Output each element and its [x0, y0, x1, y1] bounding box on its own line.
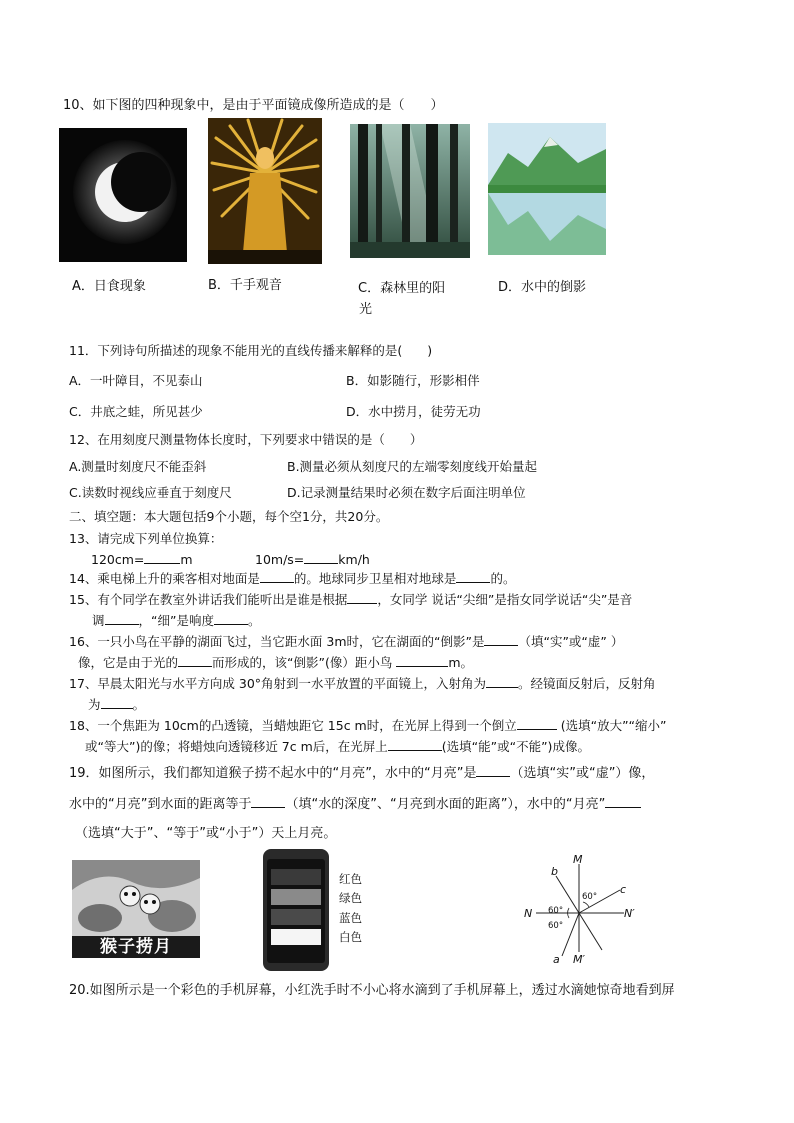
diagram-angle-top: 60°	[582, 892, 598, 902]
q13-p2-prefix: 10m/s=	[255, 552, 305, 567]
monkey-caption: 猴子捞月	[100, 937, 172, 957]
q12-option-b: B.测量必须从刻度尺的左端零刻度线开始量起	[287, 459, 538, 474]
phone-label-red: 红色	[339, 872, 362, 886]
q11-option-b: B．如影随行，形影相伴	[346, 373, 480, 388]
q16-text-a: 16、一只小鸟在平静的湖面飞过，当它距水面 3m时，它在湖面的“倒影”是	[69, 634, 485, 649]
q16-text-d: 而形成的，该“倒影”(像）距小鸟	[212, 655, 397, 670]
forest-sunlight-image	[350, 124, 470, 258]
q19-text-a: 19．如图所示，我们都知道猴子捞不起水中的“月亮”，水中的“月亮”是	[69, 766, 477, 781]
q14-blank-1[interactable]	[260, 570, 294, 583]
thousand-hand-guanyin-image	[208, 118, 322, 264]
q17-text-a: 17、早晨太阳光与水平方向成 30°角射到一水平放置的平面镜上，入射角为	[69, 676, 487, 691]
diagram-label-m2: M′	[573, 953, 585, 966]
q17-text-b: 。经镜面反射后，反射角	[518, 676, 656, 691]
diagram-angle-left-bottom: 60°	[548, 921, 564, 931]
phone-label-white: 白色	[339, 930, 362, 944]
water-reflection-image	[488, 123, 606, 255]
diagram-label-c: c	[620, 883, 627, 896]
q19-line-1	[69, 764, 654, 782]
q11-option-c: C．井底之蛙，所见甚少	[69, 404, 203, 419]
q17-blank-1[interactable]	[486, 675, 518, 688]
phone-image	[263, 849, 329, 971]
q19-text-d: （填“水的深度”、“月亮到水面的距离”），水中的“月亮”	[285, 797, 606, 812]
diagram-label-m: M	[573, 853, 583, 866]
q18-text-a: 18、一个焦距为 10cm的凸透镜，当蜡烛距它 15c m时，在光屏上得到一个倒立	[69, 718, 517, 733]
q14-text-c: 的。	[490, 571, 516, 586]
q18-text-b: (选填“放大”“缩小”	[556, 718, 667, 733]
q12-option-c: C.读数时视线应垂直于刻度尺	[69, 485, 232, 500]
q16-blank-3[interactable]	[396, 654, 448, 667]
q17-text-c: 为	[88, 697, 101, 712]
q18-line-1	[69, 717, 667, 734]
q18-text-d: (选填“能”或“不能”)成像。	[441, 739, 590, 754]
q10-option-c-line2: 光	[359, 302, 373, 317]
q13-blank-1[interactable]	[144, 551, 180, 564]
diagram-ray-a	[562, 913, 579, 956]
q13-part-2	[255, 551, 370, 568]
q19-blank-1[interactable]	[476, 764, 510, 777]
q15-blank-3[interactable]	[214, 612, 248, 625]
phone-label-blue: 蓝色	[339, 911, 362, 925]
q11-option-d: D．水中捞月，徒劳无功	[346, 404, 481, 419]
q15-text-d: ，“细”是响度	[138, 613, 214, 628]
q14-text-a: 14、乘电梯上升的乘客相对地面是	[69, 571, 260, 586]
q18-text-c: 或“等大”)的像；将蜡烛向透镜移近 7c m后，在光屏上	[85, 739, 388, 754]
q18-blank-2[interactable]	[388, 738, 442, 751]
q13-p1-unit: m	[180, 552, 193, 567]
diagram-angle-left-top: 60°	[548, 906, 564, 916]
q19-blank-2[interactable]	[251, 795, 285, 808]
q19-line-3: （选填“大于”、“等于”或“小于”）天上月亮。	[75, 826, 337, 841]
q18-line-2	[85, 738, 590, 755]
q16-text-c: 像，它是由于光的	[78, 655, 179, 670]
section-2-heading: 二、填空题：本大题包括9个小题，每个空1分，共20分。	[69, 509, 389, 524]
q16-line-2	[78, 654, 473, 671]
q15-line-1	[69, 591, 632, 608]
phone-band-green	[271, 889, 321, 905]
q13-part-1	[91, 551, 193, 568]
q16-line-1	[69, 633, 623, 650]
q15-line-2	[92, 612, 260, 629]
q14-blank-2[interactable]	[456, 570, 490, 583]
q15-text-c: 调	[92, 613, 105, 628]
diagram-label-b: b	[551, 865, 558, 878]
q14-text-b: 的。地球同步卫星相对地球是	[293, 571, 457, 586]
q11-option-a: A．一叶障目，不见泰山	[69, 373, 203, 388]
phone-band-white	[271, 929, 321, 945]
q12-stem: 12、在用刻度尺测量物体长度时，下列要求中错误的是（ ）	[69, 432, 423, 447]
q13-p2-unit: km/h	[338, 552, 370, 567]
phone-band-red	[271, 869, 321, 885]
q17-line-1	[69, 675, 656, 692]
reflection-diagram	[520, 852, 646, 968]
q15-text-e: 。	[247, 613, 261, 628]
q18-blank-1[interactable]	[517, 717, 557, 730]
q11-stem: 11．下列诗句所描述的现象不能用光的直线传播来解释的是( )	[69, 343, 433, 358]
q19-line-2	[69, 795, 641, 813]
q17-line-2	[88, 696, 145, 713]
q12-option-d: D.记录测量结果时必须在数字后面注明单位	[287, 485, 526, 500]
q15-blank-1[interactable]	[347, 591, 377, 604]
q16-text-b: （填“实”或“虚” ）	[518, 634, 624, 649]
q19-blank-3[interactable]	[605, 795, 641, 808]
q16-text-e: m。	[448, 655, 474, 670]
phone-band-blue	[271, 909, 321, 925]
q15-text-a: 15、有个同学在教室外讲话我们能听出是谁是根据	[69, 592, 348, 607]
q14-line	[69, 570, 515, 587]
q17-text-d: 。	[132, 697, 146, 712]
diagram-label-n2: N′	[624, 907, 635, 920]
q10-stem: 10、如下图的四种现象中，是由于平面镜成像所造成的是（ ）	[63, 98, 444, 113]
q13-blank-2[interactable]	[304, 551, 338, 564]
q10-option-a: A．日食现象	[72, 279, 146, 294]
q10-option-b: B．千手观音	[208, 278, 282, 293]
diagram-label-a: a	[553, 953, 560, 966]
q17-blank-2[interactable]	[101, 696, 133, 709]
q16-blank-2[interactable]	[178, 654, 212, 667]
q13-stem: 13、请完成下列单位换算：	[69, 531, 223, 546]
solar-eclipse-image	[59, 128, 187, 262]
diagram-label-n: N	[524, 907, 533, 920]
q12-option-a: A.测量时刻度尺不能歪斜	[69, 459, 207, 474]
q20-line-1: 20.如图所示是一个彩色的手机屏幕，小红洗手时不小心将水滴到了手机屏幕上，透过水滴她惊奇地看到屏	[69, 983, 675, 998]
q16-blank-1[interactable]	[484, 633, 518, 646]
q19-text-c: 水中的“月亮”到水面的距离等于	[69, 797, 252, 812]
q15-blank-2[interactable]	[105, 612, 139, 625]
phone-label-green: 绿色	[339, 891, 362, 905]
q10-option-c: C．森林里的阳	[358, 281, 446, 296]
q19-text-b: （选填“实”或“虚”）像，	[510, 766, 655, 781]
q15-text-b: ，女同学 说话“尖细”是指女同学说话“尖”是音	[377, 592, 633, 607]
q13-p1-prefix: 120cm=	[91, 552, 145, 567]
monkey-moon-image	[72, 860, 200, 958]
q10-option-d: D．水中的倒影	[498, 280, 587, 295]
